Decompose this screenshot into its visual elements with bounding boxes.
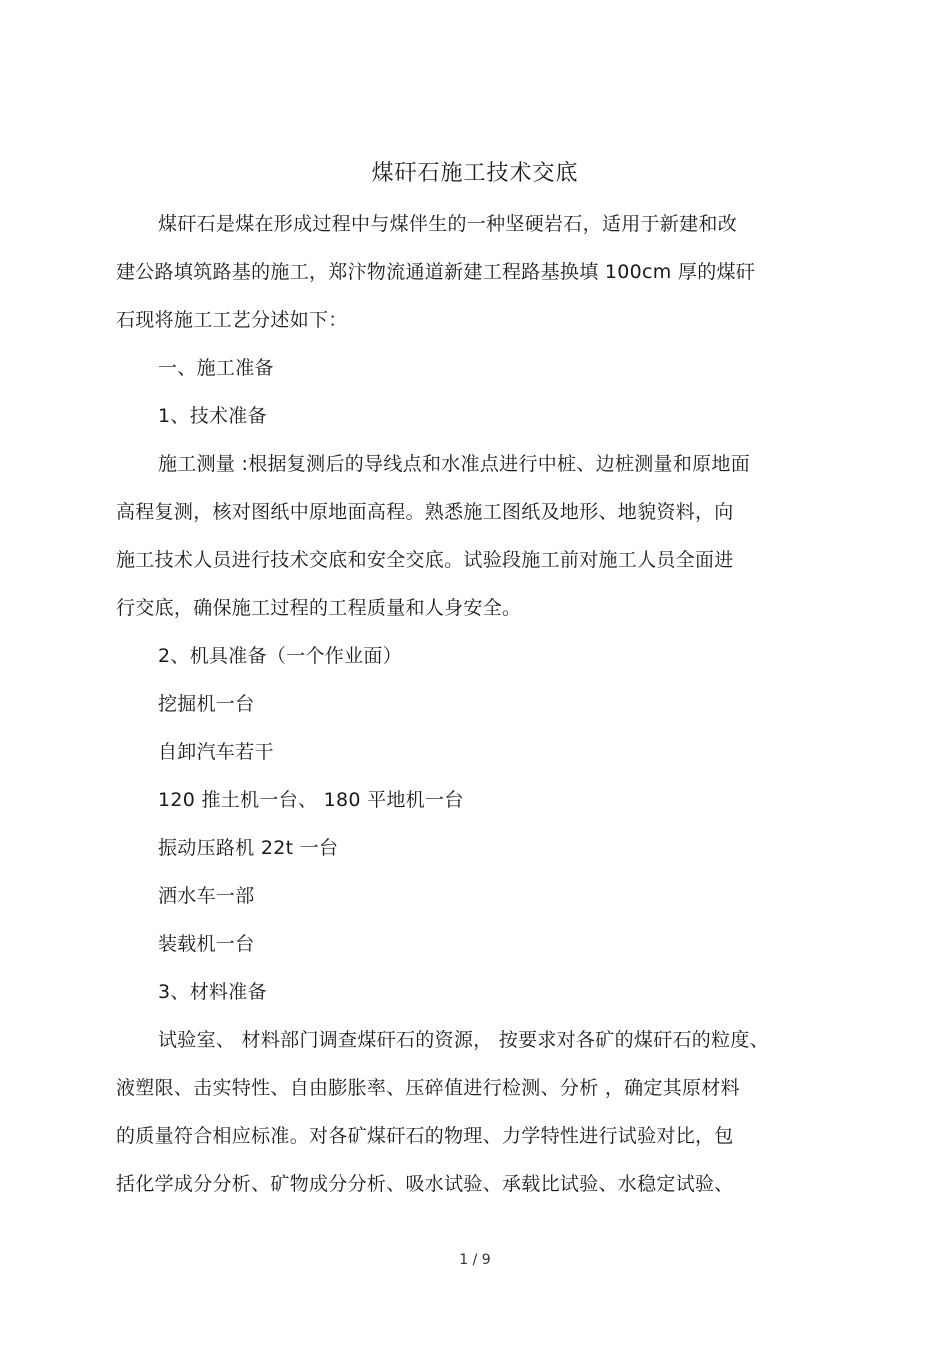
subsection-heading: 2、机具准备（一个作业面） [158,645,402,667]
paragraph-line: 石现将施工工艺分述如下： [116,309,348,331]
paragraph-line: 施工技术人员进行技术交底和安全交底。试验段施工前对施工人员全面进 [116,549,734,571]
paragraph-line: 建公路填筑路基的施工，郑汴物流通道新建工程路基换填 100cm 厚的煤矸 [116,261,756,283]
equipment-item: 120 推土机一台、 180 平地机一台 [158,789,464,811]
equipment-item: 装载机一台 [158,933,255,955]
paragraph-line: 试验室、 材料部门调查煤矸石的资源， 按要求对各矿的煤矸石的粒度、 [158,1029,769,1051]
equipment-item: 挖掘机一台 [158,693,255,715]
equipment-item: 振动压路机 22t 一台 [158,837,339,859]
equipment-item: 洒水车一部 [158,885,255,907]
subsection-heading: 3、材料准备 [158,981,267,1003]
equipment-item: 自卸汽车若干 [158,741,274,763]
page-number: 1 / 9 [459,1252,491,1268]
subsection-heading: 1、技术准备 [158,405,267,427]
paragraph-line: 施工测量 :根据复测后的导线点和水准点进行中桩、边桩测量和原地面 [158,453,751,475]
section-heading: 一、施工准备 [158,357,274,379]
paragraph-line: 液塑限、击实特性、自由膨胀率、压碎值进行检测、分析 ，确定其原材料 [116,1077,740,1099]
paragraph-line: 括化学成分分析、矿物成分分析、吸水试验、承载比试验、水稳定试验、 [116,1173,734,1195]
paragraph-line: 煤矸石是煤在形成过程中与煤伴生的一种坚硬岩石，适用于新建和改 [158,213,738,235]
document-title: 煤矸石施工技术交底 [371,161,579,186]
paragraph-line: 高程复测，核对图纸中原地面高程。熟悉施工图纸及地形、地貌资料，向 [116,501,734,523]
paragraph-line: 的质量符合相应标准。对各矿煤矸石的物理、力学特性进行试验对比，包 [116,1125,734,1147]
paragraph-line: 行交底，确保施工过程的工程质量和人身安全。 [116,597,522,619]
